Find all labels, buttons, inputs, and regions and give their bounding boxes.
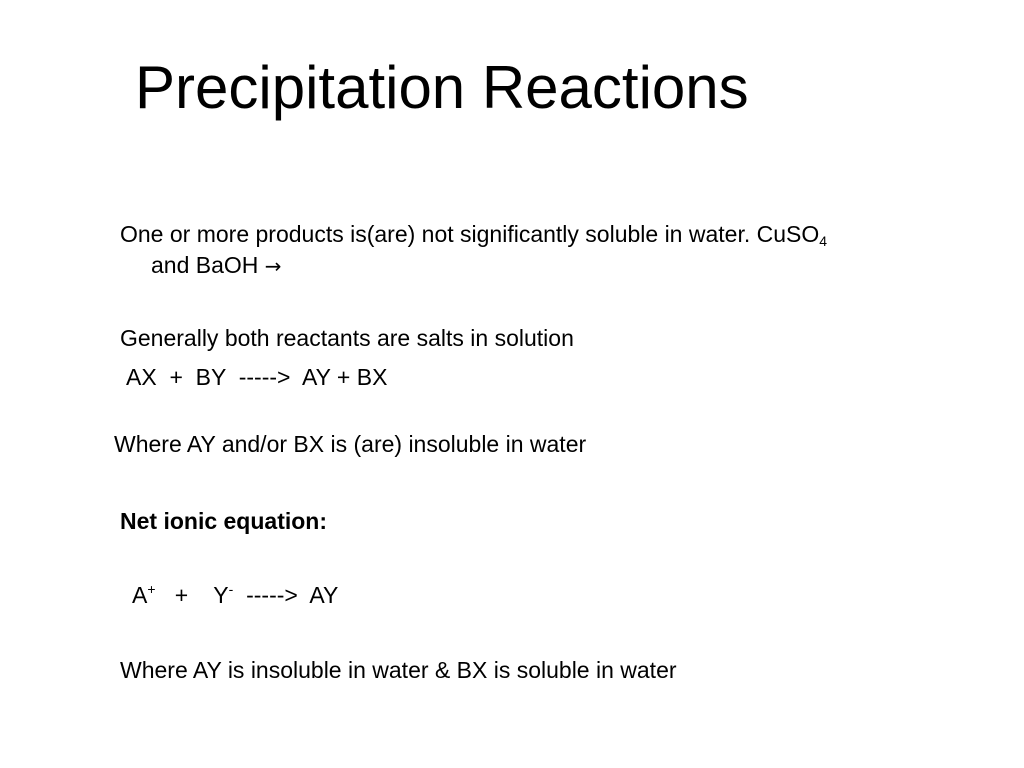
paragraph-products-insoluble	[120, 219, 827, 249]
plus-sign: +	[174, 582, 189, 608]
cuso4-subscript: 4	[819, 233, 828, 249]
paragraph-solubility-note: Where AY is insoluble in water & BX is soluble in water	[120, 657, 677, 683]
paragraph-insoluble-condition: Where AY and/or BX is (are) insoluble in water	[114, 431, 587, 457]
net-ionic-heading: Net ionic equation:	[120, 508, 327, 534]
net-ionic-equation	[132, 580, 338, 610]
paragraph-baoh-line	[151, 250, 282, 281]
general-equation: AX + BY -----> AY + BX	[126, 364, 388, 390]
ion-a-charge: +	[147, 581, 156, 597]
equation-product: -----> AY	[246, 582, 339, 608]
paragraph-reactants-salts: Generally both reactants are salts in solution	[120, 325, 574, 351]
right-arrow-icon: →	[264, 254, 282, 278]
products-insoluble-text: One or more products is(are) not significantly soluble in water. CuSO	[120, 221, 820, 247]
slide-title: Precipitation Reactions	[135, 54, 749, 121]
ion-y: Y	[213, 582, 229, 608]
ion-y-charge: -	[228, 581, 234, 597]
ion-a: A	[132, 582, 148, 608]
baoh-text: and BaOH	[151, 252, 259, 278]
